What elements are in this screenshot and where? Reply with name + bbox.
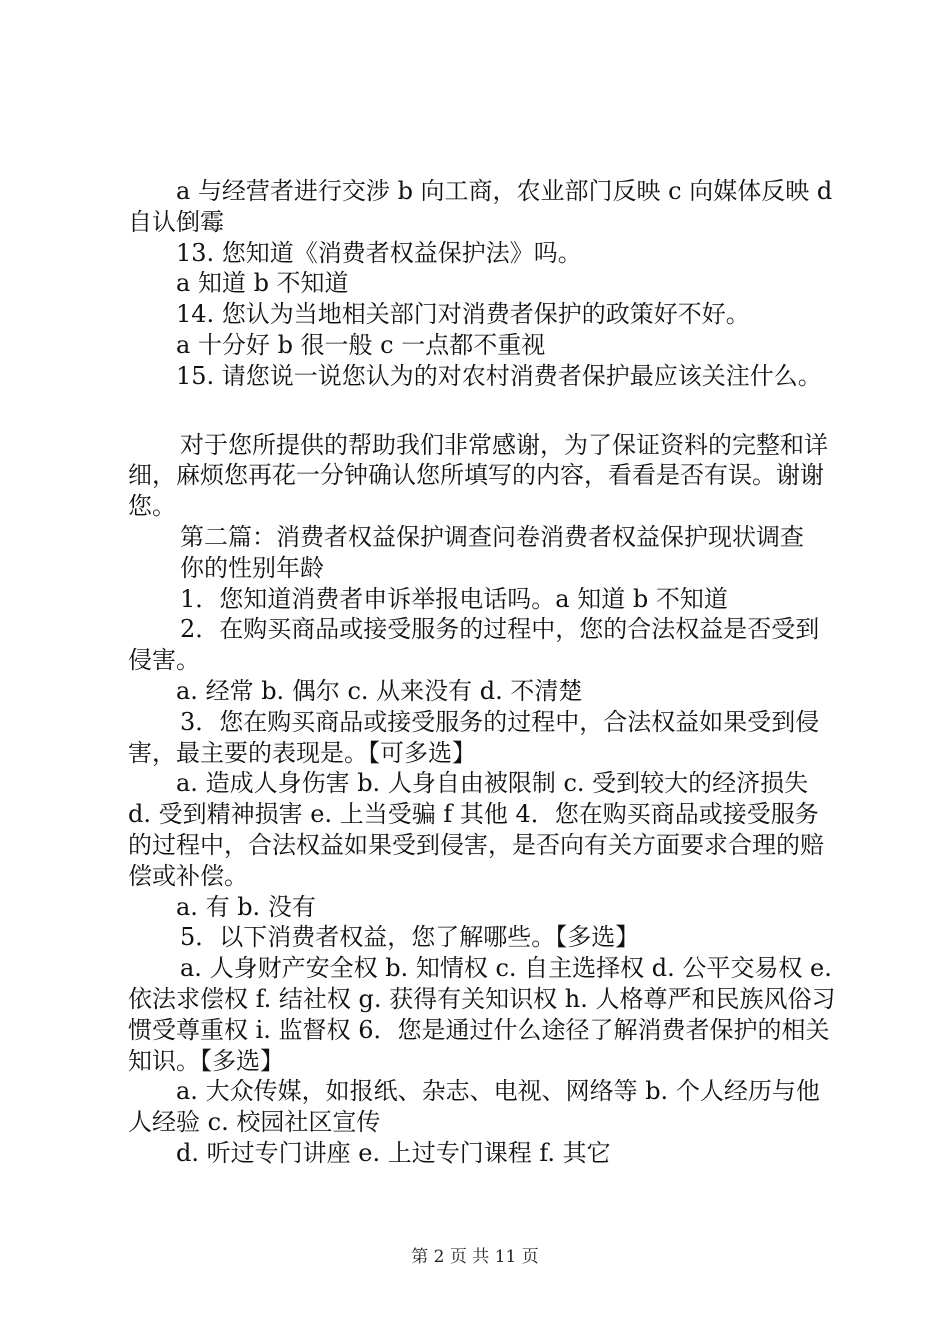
page-footer: 第 2 页 共 11 页 <box>411 1247 539 1267</box>
paragraph-q14: 14. 您认为当地相关部门对消费者保护的政策好不好。 <box>176 300 750 329</box>
paragraph-gender-age: 你的性别年龄 <box>180 553 324 582</box>
paragraph-s2-q4-options: a. 有 b. 没有 <box>176 892 316 921</box>
paragraph-s2-q2-options: a. 经常 b. 偶尔 c. 从来没有 d. 不清楚 <box>176 676 583 705</box>
paragraph-thanks: 对于您所提供的帮助我们非常感谢，为了保证资料的完整和详细，麻烦您再花一分钟确认您所填写的内容，看看是否有误。谢谢您。 <box>128 430 828 521</box>
paragraph-q15: 15. 请您说一说您认为的对农村消费者保护最应该关注什么。 <box>176 361 822 390</box>
blank-line <box>128 392 838 430</box>
paragraph-s2-q6-options-2: d. 听过专门讲座 e. 上过专门课程 f. 其它 <box>176 1138 611 1167</box>
paragraph-q14-options: a 十分好 b 很一般 c 一点都不重视 <box>176 330 546 359</box>
paragraph-s2-q2: 2．在购买商品或接受服务的过程中，您的合法权益是否受到侵害。 <box>128 615 820 675</box>
paragraph-q13: 13. 您知道《消费者权益保护法》吗。 <box>176 238 582 267</box>
paragraph-q13-options: a 知道 b 不知道 <box>176 269 349 298</box>
paragraph-s2-q6-options-1: a. 大众传媒，如报纸、杂志、电视、网络等 b. 个人经历与他人经验 c. 校园社区宣传 <box>128 1077 820 1137</box>
paragraph-s2-q5-options: a. 人身财产安全权 b. 知情权 c. 自主选择权 d. 公平交易权 e. 依法求偿权 f. 结社权 g. 获得有关知识权 h. 人格尊严和民族风俗习惯受尊重权 i. 监督权 6．您是通过什么途径了解消费者保护的相关知识。【多选】 <box>128 954 836 1075</box>
paragraph-s2-q3-options: a. 造成人身伤害 b. 人身自由被限制 c. 受到较大的经济损失 d. 受到精神损害 e. 上当受骗 f 其他 4．您在购买商品或接受服务的过程中，合法权益如果受到侵害，是否向有关方面要求合理的赔偿或补偿。 <box>128 769 824 890</box>
paragraph-s2-q1: 1．您知道消费者申诉举报电话吗。a 知道 b 不知道 <box>180 584 728 613</box>
paragraph-q12-options: a 与经营者进行交涉 b 向工商，农业部门反映 c 向媒体反映 d 自认倒霉 <box>128 177 833 236</box>
paragraph-s2-q3: 3．您在购买商品或接受服务的过程中，合法权益如果受到侵害，最主要的表现是。【可多选】 <box>128 707 820 767</box>
document-body <box>128 176 838 1169</box>
paragraph-s2-q5: 5．以下消费者权益，您了解哪些。【多选】 <box>180 923 640 952</box>
section-title: 第二篇：消费者权益保护调查问卷消费者权益保护现状调查 <box>180 522 804 551</box>
